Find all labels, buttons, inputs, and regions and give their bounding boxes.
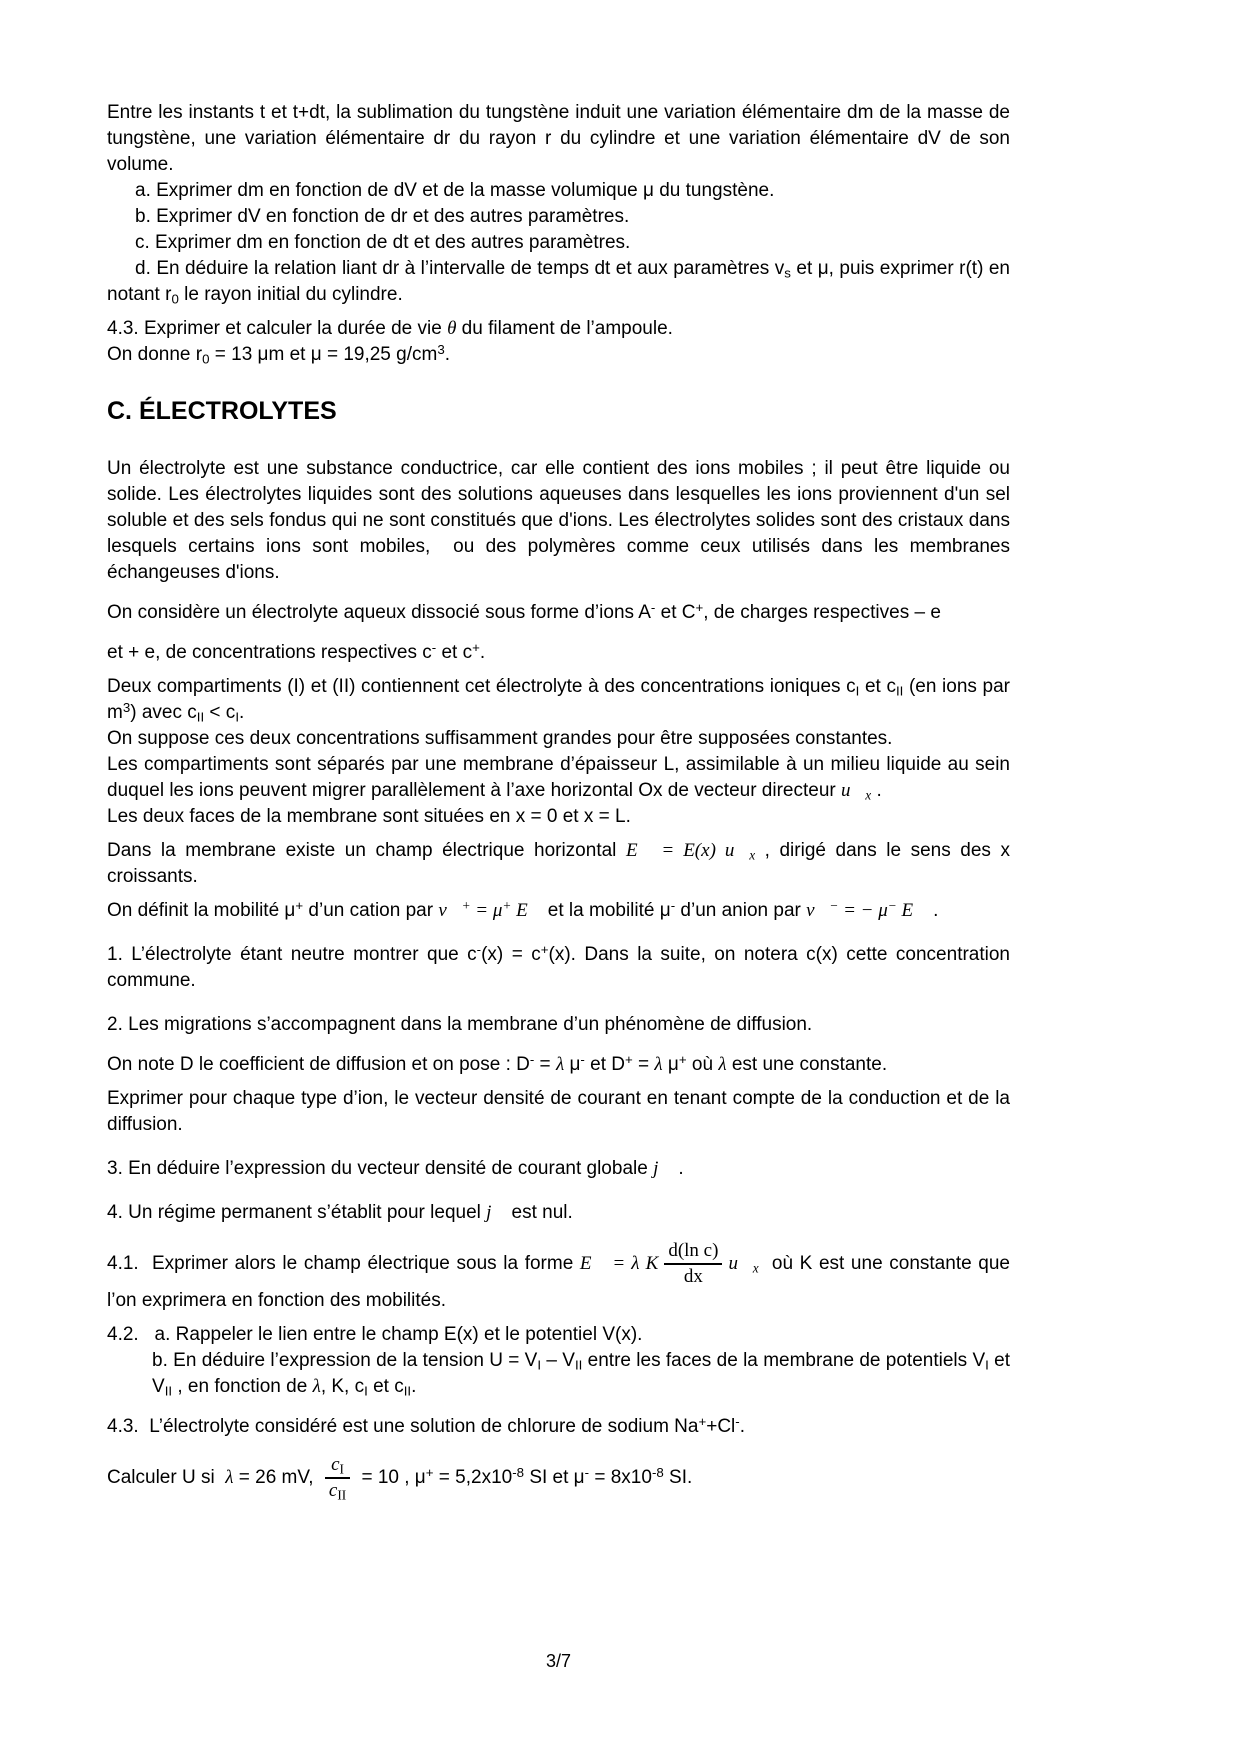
fraction-numerator: d(ln c) [664, 1240, 722, 1265]
paragraph-given-values: On donne $r_0 = 13$ μm et μ = 19,25 $g/cm^3$. [107, 342, 451, 367]
paragraph-current-density: Exprimer pour chaque type d’ion, le vecteur densité de courant en tenant compte de la conduction et de la diffusion. [107, 1088, 1010, 1135]
paragraph-membrane: Les compartiments sont séparés par une membrane d’épaisseur L, assimilable à un milieu liquide au sein duquel les ions peuvent migrer parallèlement à l’axe horizontal Ox de vecteur directeur $u⃗_x$ . [107, 754, 1010, 803]
paragraph-ions: On considère un électrolyte aqueux dissocié sous forme d’ions A- et C+, de charges respectives – e [107, 600, 941, 623]
fraction-denominator: dx [683, 1265, 703, 1287]
equation-field-after: $u⃗_x$ où K est une constante que l’on exprimera en fonction des mobilités. [107, 1252, 1010, 1311]
paragraph-mobility-definition: On définit la mobilité μ+ d’un cation par v⃗+ = μ+ E⃗ et la mobilité μ- d’un anion par v⃗− = − μ− E⃗ . [107, 898, 939, 921]
question-4-2-a: 4.2. a. Rappeler le lien entre le champ E(x) et le potentiel V(x). [107, 1323, 643, 1345]
question-4-3-nacl: 4.3. L’électrolyte considéré est une solution de chlorure de sodium Na++Cl-. [107, 1413, 745, 1437]
question-3: 3. En déduire l’expression du vecteur densité de courant globale j⃗ . [107, 1158, 684, 1179]
paragraph-calculate-u [107, 1454, 1010, 1502]
question-4-2-b: b. En déduire l’expression de la tension $U = V_I - V_{II}$ entre les faces de la membrane de potentiels $V_I$ et $V_{II}$ , en fonction de λ, K, $c_I$ et $c_{II}$. [152, 1349, 1010, 1398]
fraction-dlnc-dx [664, 1240, 722, 1288]
question-1: 1. L’électrolyte étant neutre montrer que c-(x) = c+(x). Dans la suite, on notera c(x) cette concentration commune. [107, 942, 1010, 991]
paragraph-concentrations: et + e, de concentrations respectives c- et c+. [107, 640, 486, 663]
list-item-b: b. Exprimer dV en fonction de dr et des autres paramètres. [135, 206, 630, 227]
paragraph-sublimation: Entre les instants t et t+dt, la sublimation du tungstène induit une variation élémentaire dm de la masse de tungstène, une variation élémentaire dr du rayon r du cylindre et une variation élémentaire dV de son volume. [107, 102, 1010, 175]
paragraph-suppose-constant: On suppose ces deux concentrations suffisamment grandes pour être supposées constantes. [107, 728, 893, 749]
paragraph-electrolyte-definition: Un électrolyte est une substance conductrice, car elle contient des ions mobiles ; il peut être liquide ou solide. Les électrolytes liquides sont des solutions aqueuses dans lesquelles les ions proviennent d'un sel soluble et des sels fondus qui ne sont constitués que d'ions. Les électrolytes solides sont des cristaux dans lesquels certains ions sont mobiles, ou des polymères comme ceux utilisés dans les membranes échangeuses d'ions. [107, 458, 1010, 583]
question-4: 4. Un régime permanent s’établit pour lequel j⃗ est nul. [107, 1202, 573, 1223]
list-item-a: a. Exprimer dm en fonction de dV et de la masse volumique μ du tungstène. [135, 180, 775, 201]
question-2: 2. Les migrations s’accompagnent dans la membrane d’un phénomène de diffusion. [107, 1014, 813, 1035]
fraction-ci-cii [325, 1454, 350, 1502]
calc-after: = 10 , $\mu^+ = 5,2x10^{-8}$ SI et $\mu^- = 8x10^{-8}$ SI. [356, 1464, 693, 1488]
paragraph-electric-field: Dans la membrane existe un champ électrique horizontal E⃗ = E(x) $u⃗_x$ , dirigé dans le sens des x croissants. [107, 840, 1010, 887]
paragraph-compartments: Deux compartiments (I) et (II) contiennent cet électrolyte à des concentrations ioniques $c_I$ et $c_{II}$ (en ions par $m^3$) avec $c_{II} < c_I$. [107, 676, 1010, 725]
paragraph-membrane-faces: Les deux faces de la membrane sont situées en x = 0 et x = L. [107, 806, 631, 827]
list-item-d: d. En déduire la relation liant dr à l’intervalle de temps dt et aux paramètres $v_s$ et μ, puis exprimer r(t) en notant $r_0$ le rayon initial du cylindre. [107, 258, 1011, 307]
calc-before: Calculer U si λ = 26 mV, [107, 1466, 319, 1488]
fraction-denominator: $c_{II}$ [328, 1479, 347, 1502]
question-4-1 [107, 1240, 1010, 1314]
section-heading-electrolytes: C. ÉLECTROLYTES [107, 397, 337, 425]
page-number: 3/7 [545, 1651, 572, 1671]
equation-field-before: 4.1. Exprimer alors le champ électrique sous la forme E⃗ = λ K [107, 1252, 659, 1274]
question-4-3-filament: 4.3. Exprimer et calculer la durée de vie θ du filament de l’ampoule. [107, 318, 673, 339]
list-item-c: c. Exprimer dm en fonction de dt et des autres paramètres. [135, 232, 631, 253]
fraction-numerator: $c_I$ [325, 1454, 350, 1479]
paragraph-diffusion-coefficient: On note D le coefficient de diffusion et on pose : D- = λ μ- et D+ = λ μ+ où λ est une constante. [107, 1052, 888, 1075]
